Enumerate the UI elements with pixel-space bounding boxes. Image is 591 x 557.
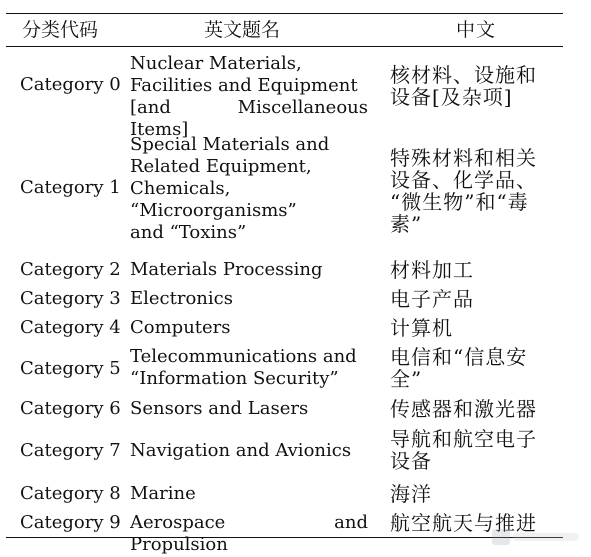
category-code: Category 6 [20,398,121,419]
table-row [6,131,563,255]
header-row [6,14,563,46]
table-row [6,342,563,394]
english-title: Electronics [130,288,233,309]
english-title: Special Materials and Related Equipment, Chemicals, “Microorganisms” and “Toxins” [130,134,330,243]
table-row [6,508,563,555]
english-title: Computers [130,317,231,338]
table-row [6,47,563,140]
category-table [6,13,563,555]
english-title: Aerospace and Propulsion [130,512,368,555]
category-code: Category 1 [20,177,121,198]
header-english: 英文题名 [204,19,281,41]
table-row [6,394,563,423]
table-row [6,423,563,479]
category-code: Category 2 [20,259,121,280]
category-code: Category 8 [20,483,121,504]
english-title: Navigation and Avionics [130,440,352,461]
english-title: Nuclear Materials, Facilities and Equipment [and Miscellaneous Items] [130,53,368,140]
header-code: 分类代码 [22,19,99,41]
english-title: Marine [130,483,196,504]
english-title: Materials Processing [130,259,323,280]
category-code: Category 0 [20,74,121,95]
category-code: Category 5 [20,358,121,379]
table-row [6,255,563,284]
chinese-title: 传感器和激光器 [390,397,537,421]
english-title: Telecommunications and “Information Security” [130,346,357,389]
chinese-title: 航空航天与推进 [390,511,537,535]
chinese-title: 电子产品 [390,287,474,311]
english-title: Sensors and Lasers [130,398,309,419]
table-row [6,313,563,342]
chinese-title: 特殊材料和相关 设备、化学品、 “微生物”和“毒 素” [390,146,537,236]
table-row [6,479,563,508]
chinese-title: 材料加工 [390,258,474,282]
watermark-logo [491,525,583,549]
chinese-title: 核材料、设施和 设备[及杂项] [390,63,537,109]
category-code: Category 3 [20,288,121,309]
chinese-title: 电信和“信息安 全” [390,345,528,391]
category-code: Category 7 [20,440,121,461]
chinese-title: 海洋 [390,482,432,506]
category-code: Category 9 [20,512,121,533]
chinese-title: 计算机 [390,316,453,340]
chinese-title: 导航和航空电子 设备 [390,427,537,473]
table-row [6,284,563,313]
category-code: Category 4 [20,317,121,338]
header-chinese: 中文 [456,19,497,41]
